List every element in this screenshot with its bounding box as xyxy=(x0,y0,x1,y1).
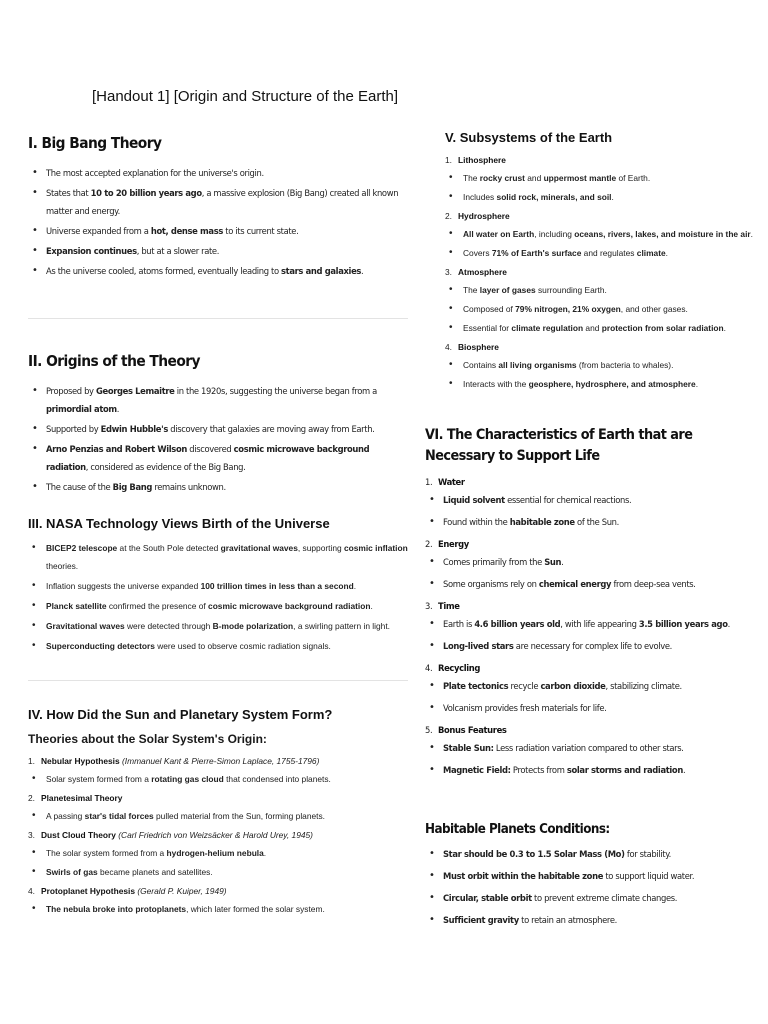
item-name: Atmosphere xyxy=(458,267,507,277)
text: that condensed into planets. xyxy=(223,774,331,784)
bold-text: Sufficient gravity xyxy=(443,915,519,925)
sub-list-item xyxy=(445,225,768,243)
bold-text: Must orbit within the habitable zone xyxy=(443,871,604,881)
text: of the Sun. xyxy=(574,517,619,527)
bold-text: Gravitational waves xyxy=(46,621,125,631)
numbered-item-heading xyxy=(445,338,768,356)
bold-text: climate regulation xyxy=(511,323,584,333)
bold-text: Magnetic Field: xyxy=(443,765,511,775)
numbered-item-heading xyxy=(28,882,408,900)
item-number: 2. xyxy=(28,793,35,803)
bold-text: rotating gas cloud xyxy=(151,774,224,784)
sub-list-item xyxy=(445,169,768,187)
bold-text: gravitational waves xyxy=(220,543,298,553)
text: Essential for xyxy=(463,323,512,333)
text: The xyxy=(463,173,480,183)
text: Proposed by xyxy=(46,386,96,396)
bold-text: All water on Earth xyxy=(463,229,535,239)
item-name: Protoplanet Hypothesis xyxy=(41,886,135,896)
text: of Earth. xyxy=(616,173,651,183)
text: , with life appearing xyxy=(560,619,639,629)
list-item xyxy=(28,242,408,260)
section-big-bang xyxy=(28,134,408,282)
numbered-item xyxy=(445,338,768,393)
sub-bullet-list xyxy=(28,844,408,881)
item-number: 1. xyxy=(445,155,452,165)
section-subsystems xyxy=(445,130,768,394)
numbered-item xyxy=(28,752,408,788)
list-item xyxy=(28,617,408,635)
item-number: 4. xyxy=(445,342,452,352)
text: surrounding Earth. xyxy=(535,285,607,295)
sub-list-item xyxy=(425,491,761,509)
text: , and other gases. xyxy=(620,304,688,314)
bold-text: 10 to 20 billion years ago xyxy=(90,188,202,198)
numbered-item xyxy=(445,263,768,337)
bold-text: B-mode polarization xyxy=(212,621,294,631)
item-number: 1. xyxy=(28,756,35,766)
item-number: 5. xyxy=(425,725,433,735)
section-nasa xyxy=(28,516,408,657)
section-heading: II. Origins of the Theory xyxy=(28,352,200,370)
list-item xyxy=(425,845,761,863)
item-number: 2. xyxy=(425,539,433,549)
sub-list-item xyxy=(425,553,761,571)
sub-list-item xyxy=(425,637,761,655)
bullet-list xyxy=(28,382,408,496)
item-name: Lithosphere xyxy=(458,155,506,165)
list-item xyxy=(28,478,408,496)
text: essential for chemical reactions. xyxy=(504,495,632,505)
numbered-item-heading xyxy=(445,151,768,169)
text: . xyxy=(263,848,267,858)
sub-bullet-list xyxy=(445,225,768,262)
bold-text: 100 trillion times in less than a second xyxy=(200,581,354,591)
subheading: Theories about the Solar System's Origin: xyxy=(28,732,267,746)
text: Interacts with the xyxy=(463,379,529,389)
numbered-item-heading xyxy=(425,659,761,677)
sub-list-item xyxy=(425,761,761,779)
bold-text: 71% of Earth's surface xyxy=(491,248,582,258)
item-note: (Gerald P. Kuiper, 1949) xyxy=(137,886,227,896)
text: . xyxy=(611,192,614,202)
numbered-item-heading xyxy=(425,535,761,553)
text: are necessary for complex life to evolve. xyxy=(513,641,672,651)
item-name: Biosphere xyxy=(458,342,499,352)
bold-text: Expansion continues xyxy=(46,246,137,256)
sub-list-item xyxy=(28,807,408,825)
bold-text: Swirls of gas xyxy=(46,867,98,877)
text: A passing xyxy=(46,811,85,821)
text: . xyxy=(695,379,699,389)
divider xyxy=(28,318,408,319)
text: . xyxy=(750,229,753,239)
numbered-item xyxy=(425,535,761,593)
bold-text: climate xyxy=(636,248,666,258)
text: Volcanism provides fresh materials for life. xyxy=(443,703,607,713)
item-name: Energy xyxy=(438,539,469,549)
text: , considered as evidence of the Big Bang. xyxy=(85,462,246,472)
text: Solar system formed from a xyxy=(46,774,152,784)
bold-text: hot, dense mass xyxy=(150,226,223,236)
characteristics-list xyxy=(425,473,761,779)
sub-bullet-list xyxy=(28,770,408,788)
bold-text: Liquid solvent xyxy=(443,495,505,505)
bold-text: stars and galaxies xyxy=(281,266,362,276)
numbered-item xyxy=(425,721,761,779)
list-item xyxy=(28,420,408,438)
text: became planets and satellites. xyxy=(97,867,213,877)
text: Contains xyxy=(463,360,499,370)
numbered-item xyxy=(425,473,761,531)
sub-bullet-list xyxy=(445,281,768,337)
text: recycle xyxy=(508,681,541,691)
sub-bullet-list xyxy=(425,739,761,779)
item-name: Planetesimal Theory xyxy=(41,793,123,803)
numbered-item-heading xyxy=(425,721,761,739)
section-heading: VI. The Characteristics of Earth that are Necessary to Support Life xyxy=(425,427,693,464)
sub-list-item xyxy=(425,677,761,695)
sub-list-item xyxy=(445,281,768,299)
text: , supporting xyxy=(297,543,344,553)
text: Universe expanded from a xyxy=(46,226,151,236)
sub-list-item xyxy=(445,375,768,393)
item-number: 3. xyxy=(28,830,35,840)
numbered-item-heading xyxy=(28,826,408,844)
sub-bullet-list xyxy=(445,169,768,206)
text: (from bacteria to whales). xyxy=(576,360,674,370)
numbered-item-heading xyxy=(28,789,408,807)
list-item xyxy=(28,577,408,595)
item-note: (Carl Friedrich von Weizsäcker & Harold Urey, 1945) xyxy=(118,830,313,840)
list-item xyxy=(28,382,408,418)
text: Composed of xyxy=(463,304,516,314)
text: , stabilizing climate. xyxy=(605,681,682,691)
item-number: 3. xyxy=(445,267,452,277)
list-item xyxy=(425,867,761,885)
sub-list-item xyxy=(425,615,761,633)
numbered-item xyxy=(445,151,768,206)
bold-text: Georges Lemaitre xyxy=(95,386,175,396)
numbered-item xyxy=(28,789,408,825)
item-number: 2. xyxy=(445,211,452,221)
sub-list-item xyxy=(28,844,408,862)
text: Found within the xyxy=(443,517,510,527)
text: theories. xyxy=(46,561,79,571)
text: , a swirling pattern in light. xyxy=(293,621,390,631)
text: Inflation suggests the universe expanded xyxy=(46,581,201,591)
sub-list-item xyxy=(445,244,768,262)
text: . xyxy=(723,323,726,333)
text: . xyxy=(116,404,120,414)
bold-text: solar storms and radiation xyxy=(566,765,683,775)
bold-text: cosmic inflation xyxy=(343,543,408,553)
list-item xyxy=(425,889,761,907)
text: Protects from xyxy=(510,765,567,775)
section-life-characteristics xyxy=(425,425,761,783)
text: and xyxy=(583,323,602,333)
item-name: Water xyxy=(438,477,465,487)
item-name: Time xyxy=(438,601,460,611)
sub-list-item xyxy=(425,699,761,717)
list-item xyxy=(28,184,408,220)
bold-text: habitable zone xyxy=(509,517,575,527)
bold-text: carbon dioxide xyxy=(540,681,606,691)
item-number: 3. xyxy=(425,601,433,611)
sub-list-item xyxy=(28,770,408,788)
text: . xyxy=(361,266,364,276)
text: , which later formed the solar system. xyxy=(186,904,325,914)
text: . xyxy=(353,581,357,591)
text: Comes primarily from the xyxy=(443,557,545,567)
numbered-item-heading xyxy=(425,473,761,491)
section-heading: Habitable Planets Conditions: xyxy=(425,822,610,837)
bold-text: Superconducting detectors xyxy=(46,641,155,651)
text: discovered xyxy=(186,444,234,454)
text: and regulates xyxy=(581,248,637,258)
text: to its current state. xyxy=(223,226,299,236)
bold-text: geosphere, hydrosphere, and atmosphere xyxy=(528,379,696,389)
numbered-item xyxy=(28,882,408,918)
sub-bullet-list xyxy=(425,491,761,531)
section-solar-system xyxy=(28,707,408,919)
sub-list-item xyxy=(28,900,408,918)
bold-text: cosmic microwave background radiation xyxy=(46,444,370,472)
section-heading: I. Big Bang Theory xyxy=(28,134,162,152)
item-number: 4. xyxy=(28,886,35,896)
text: Covers xyxy=(463,248,492,258)
text: remains unknown. xyxy=(152,482,226,492)
list-item xyxy=(28,262,408,280)
text: Less radiation variation compared to other stars. xyxy=(493,743,684,753)
text: in the 1920s, suggesting the universe began from a xyxy=(174,386,377,396)
bold-text: cosmic microwave background radiation xyxy=(208,601,371,611)
sub-bullet-list xyxy=(425,677,761,717)
item-name: Hydrosphere xyxy=(458,211,510,221)
text: States that xyxy=(46,188,91,198)
text: and xyxy=(524,173,544,183)
text: The cause of the xyxy=(46,482,113,492)
bold-text: Plate tectonics xyxy=(443,681,509,691)
bold-text: primordial atom xyxy=(46,404,117,414)
bold-text: BICEP2 telescope xyxy=(46,543,118,553)
sub-list-item xyxy=(425,739,761,757)
bold-text: protection from solar radiation xyxy=(601,323,724,333)
text: Some organisms rely on xyxy=(443,579,539,589)
sub-bullet-list xyxy=(28,900,408,918)
bold-text: rocky crust xyxy=(479,173,525,183)
text: pulled material from the Sun, forming planets. xyxy=(153,811,325,821)
bold-text: Long-lived stars xyxy=(443,641,514,651)
text: As the universe cooled, atoms formed, eventually leading to xyxy=(46,266,282,276)
sub-bullet-list xyxy=(425,553,761,593)
text: . xyxy=(370,601,373,611)
bold-text: 3.5 billion years ago xyxy=(638,619,728,629)
sub-list-item xyxy=(445,188,768,206)
text: . xyxy=(665,248,668,258)
bold-text: oceans, rivers, lakes, and moisture in the air xyxy=(574,229,751,239)
text: . xyxy=(727,619,730,629)
item-name: Recycling xyxy=(438,663,481,673)
sub-list-item xyxy=(425,513,761,531)
bold-text: 4.6 billion years old xyxy=(474,619,561,629)
numbered-item xyxy=(425,597,761,655)
text: , a massive explosion (Big Bang) created all known matter and energy. xyxy=(46,188,399,216)
text: from deep-sea vents. xyxy=(611,579,696,589)
item-number: 4. xyxy=(425,663,433,673)
item-name: Bonus Features xyxy=(438,725,507,735)
document-title: [Handout 1] [Origin and Structure of the Earth] xyxy=(92,88,399,105)
section-habitable-conditions xyxy=(425,822,761,933)
text: were used to observe cosmic radiation signals. xyxy=(154,641,331,651)
numbered-item-heading xyxy=(445,207,768,225)
sub-bullet-list xyxy=(445,356,768,393)
bold-text: chemical energy xyxy=(538,579,612,589)
text: to prevent extreme climate changes. xyxy=(531,893,678,903)
item-name: Nebular Hypothesis xyxy=(41,756,120,766)
text: at the South Pole detected xyxy=(117,543,221,553)
sub-list-item xyxy=(425,575,761,593)
bold-text: all living organisms xyxy=(498,360,577,370)
text: . xyxy=(682,765,686,775)
list-item xyxy=(28,637,408,655)
section-origins xyxy=(28,352,408,498)
bold-text: Arno Penzias and Robert Wilson xyxy=(46,444,187,454)
bold-text: 79% nitrogen, 21% oxygen xyxy=(515,304,621,314)
text: were detected through xyxy=(124,621,213,631)
sub-list-item xyxy=(28,863,408,881)
text: . xyxy=(561,557,564,567)
text: confirmed the presence of xyxy=(106,601,209,611)
bold-text: solid rock, minerals, and soil xyxy=(496,192,612,202)
section-heading: V. Subsystems of the Earth xyxy=(445,130,613,145)
numbered-item-heading xyxy=(425,597,761,615)
item-number: 1. xyxy=(425,477,433,487)
list-item xyxy=(28,440,408,476)
sub-list-item xyxy=(445,300,768,318)
bold-text: Edwin Hubble's xyxy=(100,424,168,434)
sub-list-item xyxy=(445,319,768,337)
text: Earth is xyxy=(443,619,475,629)
list-item xyxy=(425,911,761,929)
bold-text: Star should be 0.3 to 1.5 Solar Mass (Mo) xyxy=(443,849,625,859)
bold-text: Stable Sun: xyxy=(443,743,494,753)
bold-text: Circular, stable orbit xyxy=(443,893,532,903)
bold-text: uppermost mantle xyxy=(543,173,617,183)
bold-text: Planck satellite xyxy=(46,601,107,611)
theory-list xyxy=(28,752,408,918)
section-heading: III. NASA Technology Views Birth of the Universe xyxy=(28,516,330,531)
bold-text: star's tidal forces xyxy=(84,811,154,821)
list-item xyxy=(28,222,408,240)
text: The most accepted explanation for the universe's origin. xyxy=(46,168,264,178)
numbered-item-heading xyxy=(28,752,408,770)
text: The solar system formed from a xyxy=(46,848,167,858)
numbered-item-heading xyxy=(445,263,768,281)
list-item xyxy=(28,164,408,182)
bullet-list xyxy=(28,164,408,280)
bold-text: The nebula broke into protoplanets xyxy=(46,904,187,914)
sub-bullet-list xyxy=(425,615,761,655)
bullet-list xyxy=(28,539,408,655)
text: Supported by xyxy=(46,424,101,434)
section-heading: IV. How Did the Sun and Planetary System Form? xyxy=(28,707,333,722)
numbered-item xyxy=(425,659,761,717)
text: The xyxy=(463,285,480,295)
numbered-item xyxy=(445,207,768,262)
item-name: Dust Cloud Theory xyxy=(41,830,116,840)
list-item xyxy=(28,539,408,575)
text: Includes xyxy=(463,192,497,202)
bold-text: Big Bang xyxy=(112,482,153,492)
text: for stability. xyxy=(624,849,671,859)
list-item xyxy=(28,597,408,615)
sub-bullet-list xyxy=(28,807,408,825)
text: discovery that galaxies are moving away from Earth. xyxy=(168,424,375,434)
text: , including xyxy=(534,229,575,239)
item-note: (Immanuel Kant & Pierre-Simon Laplace, 1755-1796) xyxy=(121,756,320,766)
sub-list-item xyxy=(445,356,768,374)
text: to support liquid water. xyxy=(603,871,695,881)
text: to retain an atmosphere. xyxy=(518,915,617,925)
divider xyxy=(28,680,408,681)
numbered-item xyxy=(28,826,408,881)
bold-text: hydrogen-helium nebula xyxy=(166,848,264,858)
bold-text: Sun xyxy=(544,557,562,567)
subsystem-list xyxy=(445,151,768,393)
text: , but at a slower rate. xyxy=(136,246,220,256)
bold-text: layer of gases xyxy=(479,285,536,295)
bullet-list xyxy=(425,845,761,929)
